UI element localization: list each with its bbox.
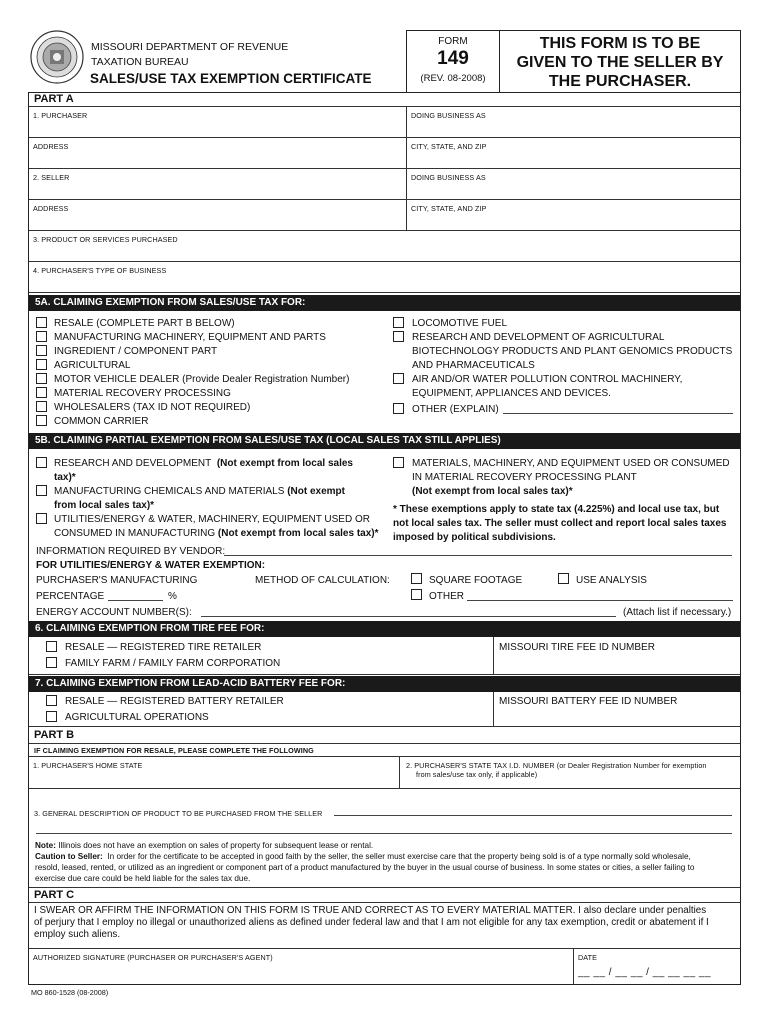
section-7-header: 7. CLAIMING EXEMPTION FROM LEAD-ACID BATTERY FEE FOR: xyxy=(29,676,740,692)
motor-vehicle-label: MOTOR VEHICLE DEALER (Provide Dealer Registration Number) xyxy=(54,374,350,385)
mfg-chemicals-checkbox[interactable] xyxy=(36,485,47,496)
attach-note: (Attach list if necessary.) xyxy=(623,607,732,618)
vendor-info-label: INFORMATION REQUIRED BY VENDOR: xyxy=(36,546,226,557)
mm-label-2: IN MATERIAL RECOVERY PROCESSING PLANT xyxy=(412,472,637,483)
business-type-field[interactable]: 4. PURCHASER'S TYPE OF BUSINESS xyxy=(33,266,167,275)
signature-field[interactable]: AUTHORIZED SIGNATURE (PURCHASER OR PURCHASER'S AGENT) xyxy=(33,953,273,962)
oath-line-1: I SWEAR OR AFFIRM THE INFORMATION ON THIS FORM IS TRUE AND CORRECT AS TO EVERY MATERIAL MATTER. I also declare under penalties xyxy=(34,905,707,916)
seller-dba-field[interactable]: DOING BUSINESS AS xyxy=(411,173,486,182)
s5b-right-list xyxy=(391,455,739,541)
form-title: SALES/USE TAX EXEMPTION CERTIFICATE xyxy=(90,71,372,86)
utilities-checkbox[interactable] xyxy=(36,513,47,524)
other-5a-explain-field[interactable] xyxy=(503,413,733,414)
form-revision: (REV. 08-2008) xyxy=(420,73,486,84)
part-b-ids-bottom xyxy=(29,788,740,789)
caution-text-1: In order for the certificate to be accepted in good faith by the seller, the seller must exercise care that the property being sold is of a type normally sold wholesale, xyxy=(107,852,691,861)
agri-operations-label: AGRICULTURAL OPERATIONS xyxy=(65,712,209,723)
s5b-left-list xyxy=(29,455,389,541)
air-water-checkbox[interactable] xyxy=(393,373,404,384)
ut-label-2: CONSUMED IN MANUFACTURING xyxy=(54,528,216,539)
section-5b-header: 5B. CLAIMING PARTIAL EXEMPTION FROM SALES/USE TAX (LOCAL SALES TAX STILL APPLIES) xyxy=(29,433,740,449)
mfg-machinery-label: MANUFACTURING MACHINERY, EQUIPMENT AND PARTS xyxy=(54,332,326,343)
ut-note: (Not exempt from local sales tax)* xyxy=(217,528,379,539)
purchaser-row xyxy=(29,107,740,138)
s5a-right-list xyxy=(391,315,739,433)
other-5a-checkbox[interactable] xyxy=(393,403,404,414)
note-text: Illinois does not have an exemption on sales of property for subsequent lease or rental. xyxy=(58,841,374,850)
tax-id-label-2: from sales/use tax only, if applicable) xyxy=(416,770,538,779)
mc-label-2: from local sales tax)* xyxy=(54,500,155,511)
other-calc-field[interactable] xyxy=(467,600,733,601)
energy-account-label: ENERGY ACCOUNT NUMBER(S): xyxy=(36,607,192,618)
tire-resale-checkbox[interactable] xyxy=(46,641,57,652)
research-label-1: RESEARCH AND DEVELOPMENT OF AGRICULTURAL xyxy=(412,332,665,343)
form-label: FORM xyxy=(438,36,468,47)
family-farm-label: FAMILY FARM / FAMILY FARM CORPORATION xyxy=(65,658,281,669)
star-note-3: imposed by political subdivisions. xyxy=(393,532,556,543)
part-b-subtitle-row xyxy=(29,744,740,757)
date-label: DATE xyxy=(578,953,598,962)
battery-resale-label: RESALE — REGISTERED BATTERY RETAILER xyxy=(65,696,284,707)
wholesalers-checkbox[interactable] xyxy=(36,401,47,412)
caution-text-3: exercise due care could be held liable for the sales tax due. xyxy=(35,874,251,883)
note-line xyxy=(35,840,737,851)
department-name: MISSOURI DEPARTMENT OF REVENUE xyxy=(91,41,289,53)
use-analysis-label: USE ANALYSIS xyxy=(576,575,647,586)
rd-checkbox[interactable] xyxy=(36,457,47,468)
mc-line-1 xyxy=(54,485,345,499)
oath-block xyxy=(34,905,740,941)
seller-address-row xyxy=(29,200,740,231)
notice-line-3: THE PURCHASER. xyxy=(548,73,692,90)
method-label: METHOD OF CALCULATION: xyxy=(255,575,390,586)
percentage-field[interactable] xyxy=(108,600,163,601)
battery-resale-checkbox[interactable] xyxy=(46,695,57,706)
battery-fee-id-field[interactable]: MISSOURI BATTERY FEE ID NUMBER xyxy=(499,696,678,707)
ingredient-checkbox[interactable] xyxy=(36,345,47,356)
other-5a-label: OTHER (EXPLAIN) xyxy=(412,404,499,415)
motor-vehicle-checkbox[interactable] xyxy=(36,373,47,384)
ingredient-label: INGREDIENT / COMPONENT PART xyxy=(54,346,218,357)
tire-fee-id-field[interactable]: MISSOURI TIRE FEE ID NUMBER xyxy=(499,642,655,653)
air-water-label-2: EQUIPMENT, APPLIANCES AND DEVICES. xyxy=(412,388,611,399)
note-label: Note: xyxy=(35,841,56,850)
mc-note: (Not exempt xyxy=(287,486,345,497)
form-number: 149 xyxy=(437,48,469,69)
form-number-box xyxy=(406,30,500,94)
business-type-row xyxy=(29,262,740,293)
square-footage-label: SQUARE FOOTAGE xyxy=(429,575,523,586)
seller-row xyxy=(29,169,740,200)
form-id-footer: MO 860-1528 (08-2008) xyxy=(31,988,109,997)
agricultural-label: AGRICULTURAL xyxy=(54,360,131,371)
part-b-ids-row xyxy=(29,757,740,788)
locomotive-label: LOCOMOTIVE FUEL xyxy=(412,318,508,329)
s5a-left-list xyxy=(29,315,389,433)
air-water-label-1: AIR AND/OR WATER POLLUTION CONTROL MACHINERY, xyxy=(412,374,683,385)
mm-note: (Not exempt from local sales tax)* xyxy=(412,486,573,497)
purchaser-address-row xyxy=(29,138,740,169)
energy-account-field[interactable] xyxy=(201,616,616,617)
percent-sign: % xyxy=(168,591,177,602)
caution-block xyxy=(35,840,737,884)
rd-line-1 xyxy=(54,457,353,471)
tax-id-label-1: 2. PURCHASER'S STATE TAX I.D. NUMBER (or Dealer Registration Number for exemption xyxy=(406,761,707,770)
material-recovery-label: MATERIAL RECOVERY PROCESSING xyxy=(54,388,231,399)
resale-checkbox[interactable] xyxy=(36,317,47,328)
use-analysis-checkbox[interactable] xyxy=(558,573,569,584)
section-5a-header: 5A. CLAIMING EXEMPTION FROM SALES/USE TAX FOR: xyxy=(29,295,740,311)
general-description-field[interactable] xyxy=(334,815,732,816)
oath-line-3: employ such aliens. xyxy=(34,929,121,940)
resale-label: RESALE (COMPLETE PART B BELOW) xyxy=(54,318,235,329)
materials-machinery-checkbox[interactable] xyxy=(393,457,404,468)
rd-label: RESEARCH AND DEVELOPMENT xyxy=(54,458,212,469)
percentage-label: PERCENTAGE xyxy=(36,591,105,602)
purchaser-address-field[interactable]: ADDRESS xyxy=(33,142,69,151)
date-field[interactable]: __ __ / __ __ / __ __ __ __ xyxy=(578,967,712,978)
tire-resale-label: RESALE — REGISTERED TIRE RETAILER xyxy=(65,642,262,653)
part-b-subtitle: IF CLAIMING EXEMPTION FOR RESALE, PLEASE COMPLETE THE FOLLOWING xyxy=(34,746,314,755)
purchaser-city-field[interactable]: CITY, STATE, AND ZIP xyxy=(411,142,487,151)
mc-label: MANUFACTURING CHEMICALS AND MATERIALS xyxy=(54,486,285,497)
locomotive-checkbox[interactable] xyxy=(393,317,404,328)
rd-label-2: tax)* xyxy=(54,472,76,483)
wholesalers-label: WHOLESALERS (TAX ID NOT REQUIRED) xyxy=(54,402,251,413)
general-description-label: 3. GENERAL DESCRIPTION OF PRODUCT TO BE PURCHASED FROM THE SELLER xyxy=(34,809,323,818)
notice-line-2: GIVEN TO THE SELLER BY xyxy=(516,54,724,71)
purchaser-dba-field[interactable]: DOING BUSINESS AS xyxy=(411,111,486,120)
agricultural-checkbox[interactable] xyxy=(36,359,47,370)
signature-row xyxy=(29,948,740,984)
home-state-field[interactable]: 1. PURCHASER'S HOME STATE xyxy=(33,761,143,770)
square-footage-checkbox[interactable] xyxy=(411,573,422,584)
mfg-machinery-checkbox[interactable] xyxy=(36,331,47,342)
mm-label-1: MATERIALS, MACHINERY, AND EQUIPMENT USED OR CONSUMED xyxy=(412,458,730,469)
general-description-field-2[interactable] xyxy=(36,833,732,834)
research-label-2: BIOTECHNOLOGY PRODUCTS AND PLANT GENOMICS PRODUCTS xyxy=(412,346,733,357)
caution-line-1 xyxy=(35,851,737,862)
seller-field[interactable]: 2. SELLER xyxy=(33,173,70,182)
ut-label-1: UTILITIES/ENERGY & WATER, MACHINERY, EQUIPMENT USED OR xyxy=(54,514,370,525)
purchaser-field[interactable]: 1. PURCHASER xyxy=(33,111,88,120)
seller-city-field[interactable]: CITY, STATE, AND ZIP xyxy=(411,204,487,213)
agri-operations-checkbox[interactable] xyxy=(46,711,57,722)
research-label-3: AND PHARMACEUTICALS xyxy=(412,360,535,371)
star-note-1: * These exemptions apply to state tax (4.225%) and local use tax, but xyxy=(393,504,720,515)
bureau-name: TAXATION BUREAU xyxy=(91,56,189,68)
other-calc-label: OTHER xyxy=(429,591,464,602)
product-field[interactable]: 3. PRODUCT OR SERVICES PURCHASED xyxy=(33,235,178,244)
tire-fee-row xyxy=(29,637,740,675)
seller-notice xyxy=(500,30,741,94)
rd-note: (Not exempt from local sales xyxy=(216,458,353,469)
family-farm-checkbox[interactable] xyxy=(46,657,57,668)
common-carrier-checkbox[interactable] xyxy=(36,415,47,426)
caution-text-2: resold, leased, rented, or utilized as an ingredient or component part of a product manufactured by the buyer in the usual course of business. In some states or cities, a seller failing to xyxy=(35,863,695,872)
other-calc-checkbox[interactable] xyxy=(411,589,422,600)
seller-address-field[interactable]: ADDRESS xyxy=(33,204,69,213)
oath-line-2: of perjury that I employ no illegal or unauthorized aliens as defined under federal law and that I am not eligible for any tax exemption, credit or abatement if I xyxy=(34,917,709,928)
ut-line-2 xyxy=(54,527,379,541)
caution-label: Caution to Seller: xyxy=(35,852,103,861)
vendor-info-field[interactable] xyxy=(224,555,732,556)
form-body xyxy=(28,92,741,985)
part-b-header: PART B xyxy=(29,728,740,744)
part-a-header: PART A xyxy=(29,93,740,107)
battery-fee-row xyxy=(29,692,740,727)
common-carrier-label: COMMON CARRIER xyxy=(54,416,149,427)
product-row xyxy=(29,231,740,262)
utilities-for-label: FOR UTILITIES/ENERGY & WATER EXEMPTION: xyxy=(36,560,266,571)
state-seal-icon xyxy=(30,30,84,84)
mfg-percentage-label: PURCHASER'S MANUFACTURING xyxy=(36,575,198,586)
material-recovery-checkbox[interactable] xyxy=(36,387,47,398)
star-note-2: not local sales tax. The seller must collect and report local sales taxes xyxy=(393,518,727,529)
tax-id-field[interactable] xyxy=(406,761,736,787)
research-checkbox[interactable] xyxy=(393,331,404,342)
part-c-header: PART C xyxy=(29,887,740,903)
notice-line-1: THIS FORM IS TO BE xyxy=(539,35,701,52)
section-6-header: 6. CLAIMING EXEMPTION FROM TIRE FEE FOR: xyxy=(29,621,740,637)
